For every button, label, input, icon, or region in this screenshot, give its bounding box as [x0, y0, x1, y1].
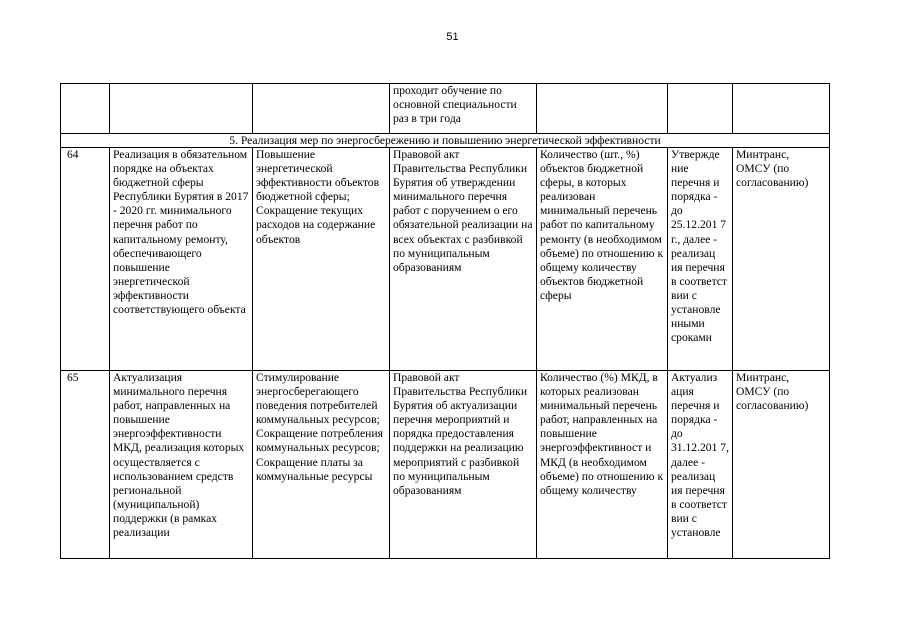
measures-table [60, 83, 830, 559]
measure-cell: Реализация в обязательном порядке на объектах бюджетной сферы Республики Бурятия в 2017 - 2020 гг. минимального перечня работ по капитальному ремонту, обеспечивающего повышение энергетической эффективности соответствующего объекта [110, 148, 253, 371]
deadline-cell: Актуализ ация перечня и порядка - до 31.12.201 7, далее - реализац ия перечня в соответст вии с установле [668, 371, 733, 559]
section-heading-row [61, 134, 830, 148]
table-cell [668, 84, 733, 134]
result-cell: Стимулирование энергосберегающего поведения потребителей коммунальных ресурсов; Сокращение потребления коммунальных ресурсов; Сокращение платы за коммунальные ресурсы [253, 371, 390, 559]
table-cell [537, 84, 668, 134]
document-cell: Правовой акт Правительства Республики Бурятия об утверждении минимального перечня работ с поручением о его обязательной реализации на всех объектах с разбивкой по муниципальным образованиям [390, 148, 537, 371]
table-row [61, 148, 830, 371]
section-heading: 5. Реализация мер по энергосбережению и повышению энергетической эффективности [61, 134, 830, 148]
result-cell: Повышение энергетической эффективности объектов бюджетной сферы; Сокращение текущих расходов на содержание объектов [253, 148, 390, 371]
table-cell [110, 84, 253, 134]
table-cell [733, 84, 830, 134]
executor-cell: Минтранс, ОМСУ (по согласованию) [733, 371, 830, 559]
executor-cell: Минтранс, ОМСУ (по согласованию) [733, 148, 830, 371]
row-number: 65 [61, 371, 110, 559]
deadline-cell: Утвержде ние перечня и порядка - до 25.12.201 7 г., далее - реализац ия перечня в соответст вии с установле нными сроками [668, 148, 733, 371]
table-cell [253, 84, 390, 134]
table-cell-document: проходит обучение по основной специальности раз в три года [390, 84, 537, 134]
page-number: 51 [446, 31, 459, 43]
table-cell [61, 84, 110, 134]
table-row [61, 371, 830, 559]
document-cell: Правовой акт Правительства Республики Бурятия об актуализации перечня мероприятий и порядка предоставления поддержки на реализацию мероприятий с разбивкой по муниципальным образованиям [390, 371, 537, 559]
measure-cell: Актуализация минимального перечня работ, направленных на повышение энергоэффективности МКД, реализация которых осуществляется с использованием средств региональной (муниципальной) поддержки (в рамках реализации [110, 371, 253, 559]
indicator-cell: Количество (%) МКД, в которых реализован минимальный перечень работ, направленных на повышение энергоэффективност и МКД (в необходимом объеме) по отношению к общему количеству [537, 371, 668, 559]
indicator-cell: Количество (шт., %) объектов бюджетной сферы, в которых реализован минимальный перечень работ по капитальному ремонту (в необходимом объеме) по отношению к общему количеству объектов бюджетной сферы [537, 148, 668, 371]
row-number: 64 [61, 148, 110, 371]
table-row-continuation [61, 84, 830, 134]
